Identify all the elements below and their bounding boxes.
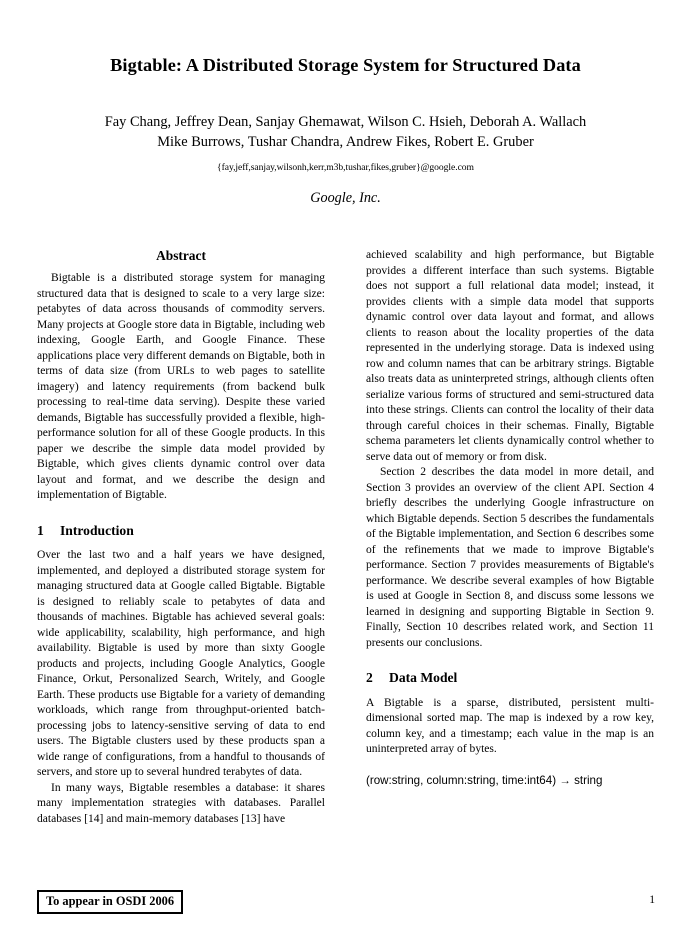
intro-paragraph-2: In many ways, Bigtable resembles a database: it shares many implementation strategies with databases. Parallel databases [14] and main-memory databases [13] have xyxy=(37,781,325,825)
abstract-heading: Abstract xyxy=(156,248,206,263)
author-emails: {fay,jeff,sanjay,wilsonh,kerr,m3b,tushar,fikes,gruber}@google.com xyxy=(217,161,474,173)
abstract-text: Bigtable is a distributed storage system for managing structured data that is designed to scale to a very large size: petabytes of data across thousands of commodity servers. Many projects at Google store data in Bigtable, including web indexing, Google Earth, and Google Finance. These applications place very different demands on Bigtable, both in terms of data size (from URLs to web pages to satellite imagery) and latency requirements (from backend bulk processing to real-time data serving). Despite these varied demands, Bigtable has successfully provided a flexible, high-performance solution for all of these Google products. In this paper we describe the simple data model provided by Bigtable, which gives clients dynamic control over data layout and format, and we describe the design and implementation of Bigtable. xyxy=(37,272,325,502)
column-right xyxy=(366,248,654,788)
page-title: Bigtable: A Distributed Storage System for Structured Data xyxy=(110,55,581,75)
column-left xyxy=(37,248,325,827)
author-list xyxy=(37,112,654,153)
section-number: 1 xyxy=(37,522,44,538)
section-heading-data-model xyxy=(366,670,654,686)
data-model-paragraph-1: A Bigtable is a sparse, distributed, persistent multi-dimensional sorted map. The map is indexed by a row key, column key, and a timestamp; each value in the map is an uninterpreted array of bytes. xyxy=(366,696,654,756)
section-heading-introduction xyxy=(37,523,325,539)
data-model-signature: (row:string, column:string, time:int64) → string xyxy=(366,773,603,787)
page-number: 1 xyxy=(649,893,655,906)
abstract-continuation: achieved scalability and high performance, but Bigtable provides a different interface than such systems. Bigtable does not support a full relational data model; instead, it provides clients with a simple data model that supports dynamic control over data layout and format, and allows clients to reason about the locality properties of the data represented in the underlying storage. Data is indexed using row and column names that can be arbitrary strings. Bigtable also treats data as uninterpreted strings, although clients often serialize various forms of structured and semi-structured data into these strings. Clients can control the locality of their data through careful choices in their schemas. Finally, Bigtable schema parameters let clients dynamically control whether to serve data out of memory or from disk. xyxy=(366,249,654,463)
intro-paragraph-1: Over the last two and a half years we have designed, implemented, and deployed a distributed storage system for managing structured data at Google called Bigtable. Bigtable is designed to reliably scale to petabytes of data and thousands of machines. Bigtable has achieved several goals: wide applicability, scalability, high performance, and high availability. Bigtable is used by more than sixty Google products and projects, including Google Analytics, Google Finance, Orkut, Personalized Search, Writely, and Google Earth. These products use Bigtable for a variety of demanding workloads, which range from throughput-oriented batch-processing jobs to latency-sensitive serving of data to end users. The Bigtable clusters used by these products span a wide range of configurations, from a handful to thousands of servers, and store up to several hundred terabytes of data. xyxy=(37,549,325,779)
section-title: Introduction xyxy=(60,522,134,538)
title-block xyxy=(37,55,654,207)
intro-roadmap-paragraph: Section 2 describes the data model in more detail, and Section 3 provides an overview of the client API. Section 4 briefly describes the underlying Google infrastructure on which Bigtable depends. Section 5 describes the fundamentals of the Bigtable implementation, and Section 6 describes some of the refinements that we made to improve Bigtable's performance. Section 7 provides measurements of Bigtable's performance. We describe several examples of how Bigtable is used at Google in Section 8, and discuss some lessons we learned in designing and supporting Bigtable in Section 9. Finally, Section 10 describes related work, and Section 11 presents our conclusions. xyxy=(366,466,654,649)
publication-note-box: To appear in OSDI 2006 xyxy=(37,890,183,914)
body-columns xyxy=(37,248,654,878)
author-line-1: Fay Chang, Jeffrey Dean, Sanjay Ghemawat, Wilson C. Hsieh, Deborah A. Wallach xyxy=(104,113,587,130)
affiliation: Google, Inc. xyxy=(310,190,381,207)
author-line-2: Mike Burrows, Tushar Chandra, Andrew Fikes, Robert E. Gruber xyxy=(157,134,534,151)
section-title: Data Model xyxy=(389,670,458,686)
section-number: 2 xyxy=(366,670,373,686)
